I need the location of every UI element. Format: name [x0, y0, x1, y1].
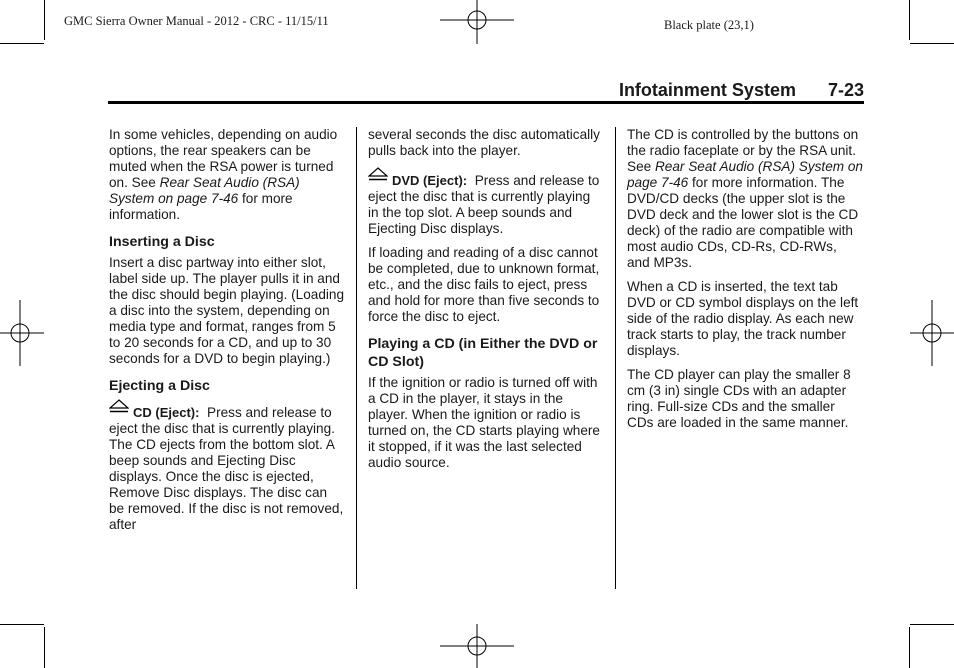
cross-reference: Rear Seat Audio (RSA) System on page 7-46 — [627, 159, 863, 190]
eject-icon — [109, 399, 129, 413]
paragraph: In some vehicles, depending on audio options, the rear speakers can be muted when the RSA power is turned on. See Rear Seat Audio (RSA) System on page 7-46 for more information. — [109, 127, 338, 222]
paragraph: CD (Eject): Press and release to eject the disc that is currently playing. The CD ejects from the bottom slot. A beep sounds and Ejecting Disc displays. Once the disc is ejected, Remove Disc displays. The disc can be removed. If the disc is not removed, after — [109, 399, 345, 533]
column-divider — [615, 127, 616, 589]
column-divider — [356, 127, 357, 589]
crop-mark — [909, 627, 910, 668]
registration-mark-icon — [440, 624, 514, 668]
column-3 — [627, 127, 863, 439]
crop-mark — [909, 0, 910, 40]
header-rule — [108, 101, 864, 104]
print-header-title: GMC Sierra Owner Manual - 2012 - CRC - 11/15/11 — [64, 14, 329, 28]
paragraph: several seconds the disc automatically pulls back into the player. — [368, 127, 600, 158]
paragraph: The CD player can play the smaller 8 cm (3 in) single CDs with an adapter ring. Full-size CDs and the smaller CDs are loaded in the same manner. — [627, 367, 851, 430]
crop-mark — [0, 624, 44, 625]
page-number: 7-23 — [827, 80, 864, 100]
cd-eject-label: CD (Eject): — [133, 405, 200, 420]
eject-icon — [368, 167, 388, 181]
crop-mark — [910, 43, 954, 44]
print-header-plate: Black plate (23,1) — [664, 18, 754, 32]
section-title: Infotainment System — [618, 80, 796, 100]
paragraph: Insert a disc partway into either slot, label side up. The player pulls it in and the disc should begin playing. (Loading a disc into the system, depending on media type and format, ranges from 5 to 20 seconds for a CD, and up to 30 seconds for a DVD to begin playing.) — [109, 255, 345, 366]
paragraph: The CD is controlled by the buttons on the radio faceplate or by the RSA unit. See Rear Seat Audio (RSA) System on page 7-46 for more information. The DVD/CD decks (the upper slot is the DVD deck and the lower slot is the CD deck) of the radio are compatible with most audio CDs, CD-Rs, CD-RWs, and MP3s. — [627, 127, 863, 270]
dvd-eject-label: DVD (Eject): — [392, 173, 468, 188]
registration-mark-icon — [910, 300, 954, 366]
column-2 — [368, 127, 604, 479]
column-1 — [109, 127, 345, 541]
paragraph: When a CD is inserted, the text tab DVD or CD symbol displays on the left side of the radio display. As each new track starts to play, the track number displays. — [627, 279, 859, 358]
crop-mark — [44, 627, 45, 668]
paragraph: If loading and reading of a disc cannot be completed, due to unknown format, etc., and the disc fails to eject, press and hold for more than five seconds to force the disc to eject. — [368, 245, 600, 324]
registration-mark-icon — [0, 300, 44, 366]
paragraph: DVD (Eject): Press and release to eject the disc that is currently playing in the top slot. A beep sounds and Ejecting Disc displays. — [368, 167, 604, 237]
crop-mark — [44, 0, 45, 40]
crop-mark — [910, 624, 954, 625]
subheading-inserting: Inserting a Disc — [109, 234, 215, 250]
cross-reference: Rear Seat Audio (RSA) System on page 7-46 — [109, 175, 300, 206]
subheading-playing: Playing a CD (in Either the DVD or CD Slot) — [368, 336, 598, 370]
crop-mark — [0, 43, 44, 44]
subheading-ejecting: Ejecting a Disc — [109, 378, 210, 394]
registration-mark-icon — [440, 0, 514, 44]
paragraph: If the ignition or radio is turned off with a CD in the player, it stays in the player. When the ignition or radio is turned on, the CD starts playing where it stopped, if it was the last selected audio source. — [368, 375, 600, 470]
section-header — [619, 80, 864, 101]
